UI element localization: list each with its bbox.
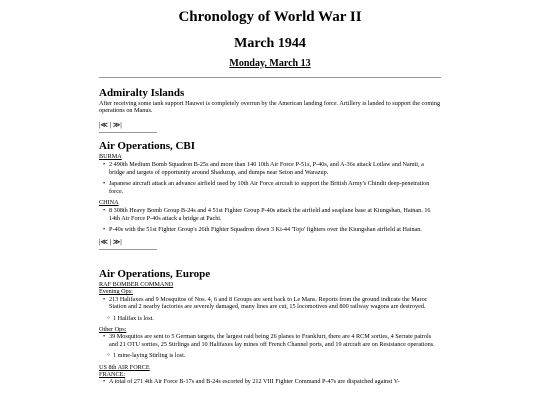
nav-arrows-icon[interactable]: |≪ | ≫|: [99, 237, 122, 246]
short-divider: [99, 249, 157, 250]
nav-arrows[interactable]: [99, 238, 441, 246]
france-list: [99, 378, 441, 385]
list-item: • 2 490th Medium Bomb Squadron B-25s and more than 140 10th Air Force P-51s, P-40s, and A-36s attack Loilaw and Namti, a bridge and targets of opportunity around Shaduzup, and dumps near Seton and Warazup.: [103, 161, 441, 176]
section-air-operations-cbi: [99, 140, 441, 250]
short-divider: [99, 132, 157, 133]
section-air-operations-europe: [99, 268, 441, 390]
other-ops-label: Other Ops:: [99, 326, 127, 334]
nav-arrows-icon[interactable]: |≪ | ≫|: [99, 120, 122, 129]
section-heading: Admiralty Islands: [99, 87, 185, 99]
nav-arrows[interactable]: [99, 121, 441, 129]
list-item: • P-40s with the 51st Fighter Group's 26th Fighter Squadron down 3 Ki-44 'Tojo' fighters over the Kiungshan airfield at Hainan.: [103, 226, 441, 233]
other-sub-list: [99, 352, 441, 359]
china-list: [99, 207, 441, 233]
divider: [99, 77, 441, 78]
page-title: Chronology of World War II: [178, 9, 362, 25]
subsection-china: CHINA: [99, 199, 119, 207]
month-title: March 1944: [234, 36, 306, 51]
list-item: • A total of 271 4th Air Force B-17s and B-24s escorted by 212 VIII Fighter Command P-47s are dispatched against V-: [103, 378, 441, 385]
other-ops-list: [99, 333, 441, 348]
burma-list: [99, 161, 441, 195]
section-text: After receiving some tank support Hauwei is completely overrun by the American landing force. Artillery is landed to support the coming operations on Manus.: [99, 100, 441, 115]
list-item: • 213 Halifaxes and 9 Mosquitos of Nos. 4, 6 and 8 Groups are sent back to Le Mans. Reports from the ground indicate the Maroc Station and 2 nearby factories are severely damaged, many lines are cut, 15 locomotives and 800 railway wagons are destroyed.: [103, 296, 441, 311]
france-label: FRANCE:: [99, 371, 126, 379]
subsection-us8: US 8th AIR FORCE: [99, 363, 150, 371]
list-item: • 8 308th Heavy Bomb Group B-24s and 4 51st Fighter Group P-40s attack the airfield and seaplane base at Kiungshan, Hainan. 16 14th Air Force P-40s attack a bridge at Pachi.: [103, 207, 441, 222]
list-item: ○ 1 Halifax is lost.: [107, 315, 441, 322]
list-item: ○ 1 mine-laying Stirling is lost.: [107, 352, 441, 359]
list-item: • 39 Mosquitos are sent to 5 German targets, the largest raid being 26 planes to Frankfurt, there are 4 RCM sorties, 4 Serrate patrols and 21 OTU sorties, 25 Stirlings and 10 Halifaxes lay mines off French Channel ports, and 19 aircraft are on Resistance operations.: [103, 333, 441, 348]
subsection-raf: RAF BOMBER COMMAND: [99, 281, 174, 288]
evening-ops-list: [99, 296, 441, 311]
evening-ops-label: Evening Ops:: [99, 288, 133, 296]
section-heading: Air Operations, CBI: [99, 140, 196, 152]
section-admiralty-islands: [99, 87, 441, 133]
day-title: Monday, March 13: [229, 58, 311, 69]
list-item: • Japanese aircraft attack an advance airfield used by 10th Air Force aircraft to support the British Army's Chindit deep-penetration force.: [103, 180, 441, 195]
evening-sub-list: [99, 315, 441, 322]
section-heading: Air Operations, Europe: [99, 268, 211, 280]
subsection-burma: BURMA: [99, 153, 122, 160]
